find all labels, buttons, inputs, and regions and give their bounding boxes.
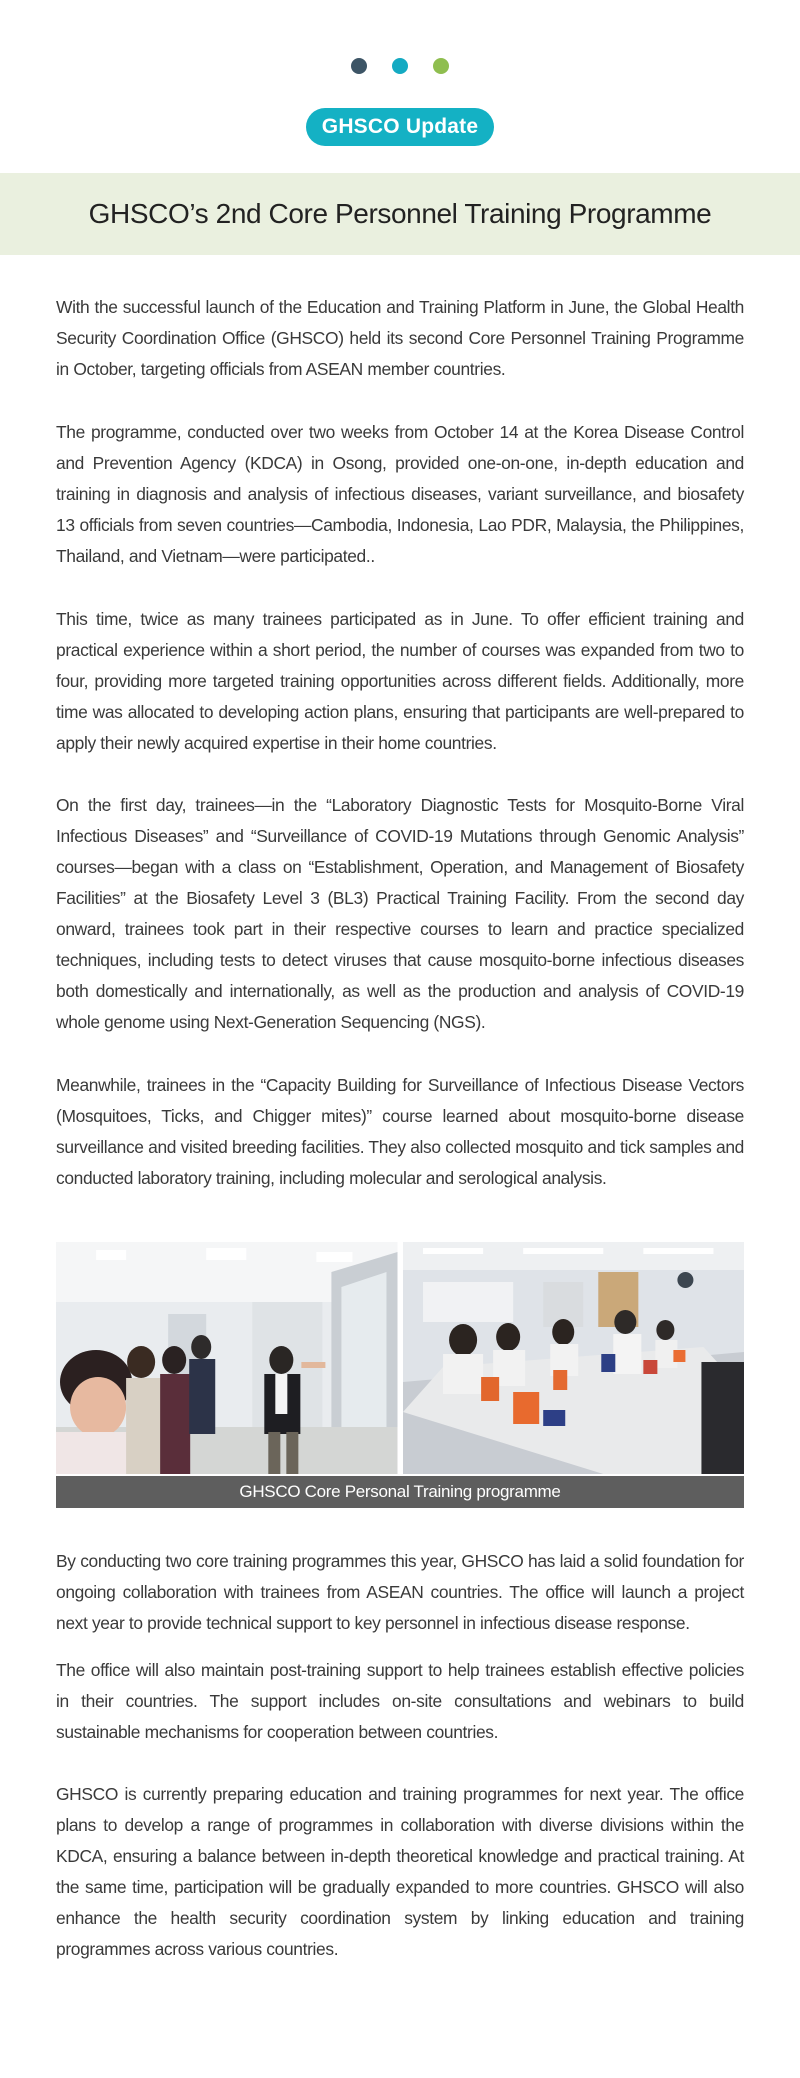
dot-dark (351, 58, 367, 74)
photo-lab-tour (56, 1242, 398, 1474)
paragraph-1: With the successful launch of the Education and Training Platform in June, the Global Health Security Coordination Office (GHSCO) held its second Core Personnel Training Programme in October, targeting officials from ASEAN member countries. (56, 297, 744, 379)
paragraph-6: By conducting two core training programmes this year, GHSCO has laid a solid foundation for ongoing collaboration with trainees from ASEAN countries. The office will launch a project next year to provide technical support to key personnel in infectious disease response. (56, 1551, 744, 1633)
lab-practice-image (403, 1242, 745, 1474)
dot-teal (392, 58, 408, 74)
dot-green (433, 58, 449, 74)
paragraph-2: The programme, conducted over two weeks from October 14 at the Korea Disease Control and Prevention Agency (KDCA) in Osong, provided one-on-one, in-depth education and training in diagnosis and analysis of infectious diseases, variant surveillance, and biosafety 13 officials from seven countries—Cambodia, Indonesia, Lao PDR, Malaysia, the Philippines, Thailand, and Vietnam—were participated.. (56, 422, 744, 566)
update-badge: GHSCO Update (306, 108, 494, 146)
photo-lab-practice (403, 1242, 745, 1474)
page-title: GHSCO’s 2nd Core Personnel Training Programme (88, 198, 712, 229)
paragraph-8: GHSCO is currently preparing education and training programmes for next year. The office plans to develop a range of programmes in collaboration with diverse divisions within the KDCA, ensuring a balance between in-depth theoretical knowledge and practical training. At the same time, participation will be gradually expanded to more countries. GHSCO will also enhance the health security coordination system by linking education and training programmes across various countries. (56, 1784, 744, 1959)
paragraph-3: This time, twice as many trainees participated as in June. To offer efficient training and practical experience within a short period, the number of courses was expanded from two to four, providing more targeted training opportunities across different fields. Additionally, more time was allocated to developing action plans, ensuring that participants are well-prepared to apply their newly acquired expertise in their home countries. (56, 609, 744, 753)
figure-caption: GHSCO Core Personal Training programme (56, 1476, 744, 1508)
title-band (0, 173, 800, 255)
paragraph-7: The office will also maintain post-training support to help trainees establish effective policies in their countries. The support includes on-site consultations and webinars to build sustainable mechanisms for cooperation between countries. (56, 1660, 744, 1742)
paragraph-4: On the first day, trainees—in the “Laboratory Diagnostic Tests for Mosquito-Borne Viral Infectious Diseases” and “Surveillance of COVID-19 Mutations through Genomic Analysis” courses—began with a class on “Establishment, Operation, and Management of Biosafety Facilities” at the Biosafety Level 3 (BL3) Practical Training Facility. From the second day onward, trainees took part in their respective courses to learn and practice specialized techniques, including tests to detect viruses that cause mosquito-borne infectious diseases both domestically and internationally, as well as the production and analysis of COVID-19 whole genome using Next-Generation Sequencing (NGS). (56, 795, 744, 1032)
photo-gallery (56, 1242, 744, 1474)
paragraph-5: Meanwhile, trainees in the “Capacity Building for Surveillance of Infectious Disease Vectors (Mosquitoes, Ticks, and Chigger mites)” course learned about mosquito-borne disease surveillance and visited breeding facilities. They also collected mosquito and tick samples and conducted laboratory training, including molecular and serological analysis. (56, 1075, 744, 1188)
decorative-dots (0, 58, 800, 74)
lab-tour-image (56, 1242, 398, 1474)
